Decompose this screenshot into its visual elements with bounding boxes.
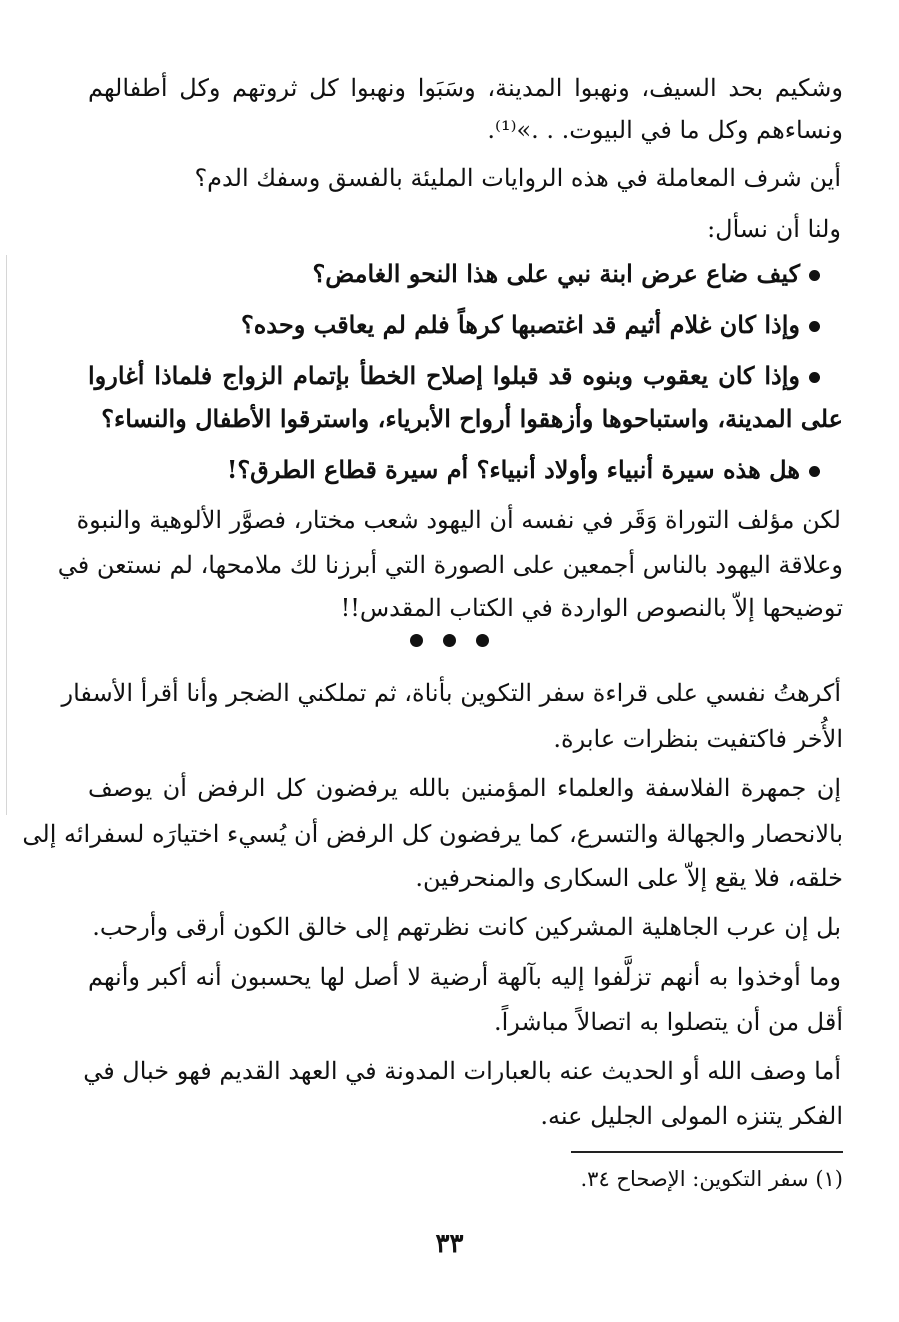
- footnote: (١) سفر التكوين: الإصحاح ٣٤.: [580, 1167, 843, 1191]
- bullet-dot-icon: [809, 270, 820, 281]
- text-line: بل إن عرب الجاهلية المشركين كانت نظرتهم إلى خالق الكون أرقى وأرحب.: [92, 913, 841, 941]
- separator-dot-icon: [443, 634, 456, 647]
- bullet-text: كيف ضاع عرض ابنة نبي على هذا النحو الغامض؟: [312, 259, 800, 288]
- text-line: ونساءهم وكل ما في البيوت. . .»⁽¹⁾.: [487, 116, 843, 144]
- scan-edge-line: [6, 255, 7, 815]
- text-line: وعلاقة اليهود بالناس أجمعين على الصورة التي أبرزنا لك ملامحها، لم نستعن في: [57, 551, 843, 579]
- footnote-divider: [571, 1151, 843, 1153]
- bullet-item: [88, 454, 820, 486]
- text-line: أما وصف الله أو الحديث عنه بالعبارات المدونة في العهد القديم فهو خبال في: [83, 1057, 841, 1085]
- text-line: على المدينة، واستباحوها وأزهقوا أرواح الأبرياء، واسترقوا الأطفال والنساء؟: [101, 404, 843, 433]
- section-separator: [0, 632, 899, 651]
- bullet-dot-icon: [809, 466, 820, 477]
- text-line: وشكيم بحد السيف، ونهبوا المدينة، وسَبَوا ونهبوا كل ثروتهم وكل أطفالهم: [88, 74, 843, 102]
- text-line: لكن مؤلف التوراة وَقَر في نفسه أن اليهود شعب مختار، فصوَّر الألوهية والنبوة: [76, 506, 841, 534]
- text-line: وما أوخذوا به أنهم تزلَّفوا إليه بآلهة أرضية لا أصل لها يحسبون أنه أكبر وأنهم: [88, 963, 841, 991]
- text-line: بالانحصار والجهالة والتسرع، كما يرفضون كل الرفض أن يُسيء اختيارَه لسفرائه إلى: [22, 820, 843, 848]
- text-line: إن جمهرة الفلاسفة والعلماء المؤمنين بالله يرفضون كل الرفض أن يوصف: [88, 774, 841, 802]
- text-line: أقل من أن يتصلوا به اتصالاً مباشراً.: [493, 1008, 843, 1036]
- separator-dot-icon: [476, 634, 489, 647]
- bullet-text: وإذا كان يعقوب وبنوه قد قبلوا إصلاح الخطأ بإتمام الزواج فلماذا أغاروا: [88, 361, 800, 390]
- text-line: أين شرف المعاملة في هذه الروايات المليئة بالفسق وسفك الدم؟: [194, 164, 841, 192]
- text-line: توضيحها إلاّ بالنصوص الواردة في الكتاب المقدس!!: [340, 594, 843, 622]
- bullet-item: [88, 309, 820, 341]
- bullet-text: هل هذه سيرة أنبياء وأولاد أنبياء؟ أم سيرة قطاع الطرق؟!: [226, 455, 800, 484]
- bullet-item: [88, 360, 820, 392]
- text-line: أكرهتُ نفسي على قراءة سفر التكوين بأناة، ثم تملكني الضجر وأنا أقرأ الأسفار: [61, 679, 841, 707]
- bullet-dot-icon: [809, 372, 820, 383]
- separator-dot-icon: [410, 634, 423, 647]
- text-line: الأُخر فاكتفيت بنظرات عابرة.: [553, 725, 843, 753]
- bullet-dot-icon: [809, 321, 820, 332]
- bullet-item: [88, 258, 820, 290]
- text-line: خلقه، فلا يقع إلاّ على السكارى والمنحرفين.: [415, 864, 843, 892]
- text-line: ولنا أن نسأل:: [707, 215, 841, 243]
- bullet-text: وإذا كان غلام أثيم قد اغتصبها كرهاً فلم لم يعاقب وحده؟: [240, 310, 800, 339]
- text-line: الفكر يتنزه المولى الجليل عنه.: [540, 1102, 843, 1130]
- page-number: ٣٣: [435, 1229, 464, 1259]
